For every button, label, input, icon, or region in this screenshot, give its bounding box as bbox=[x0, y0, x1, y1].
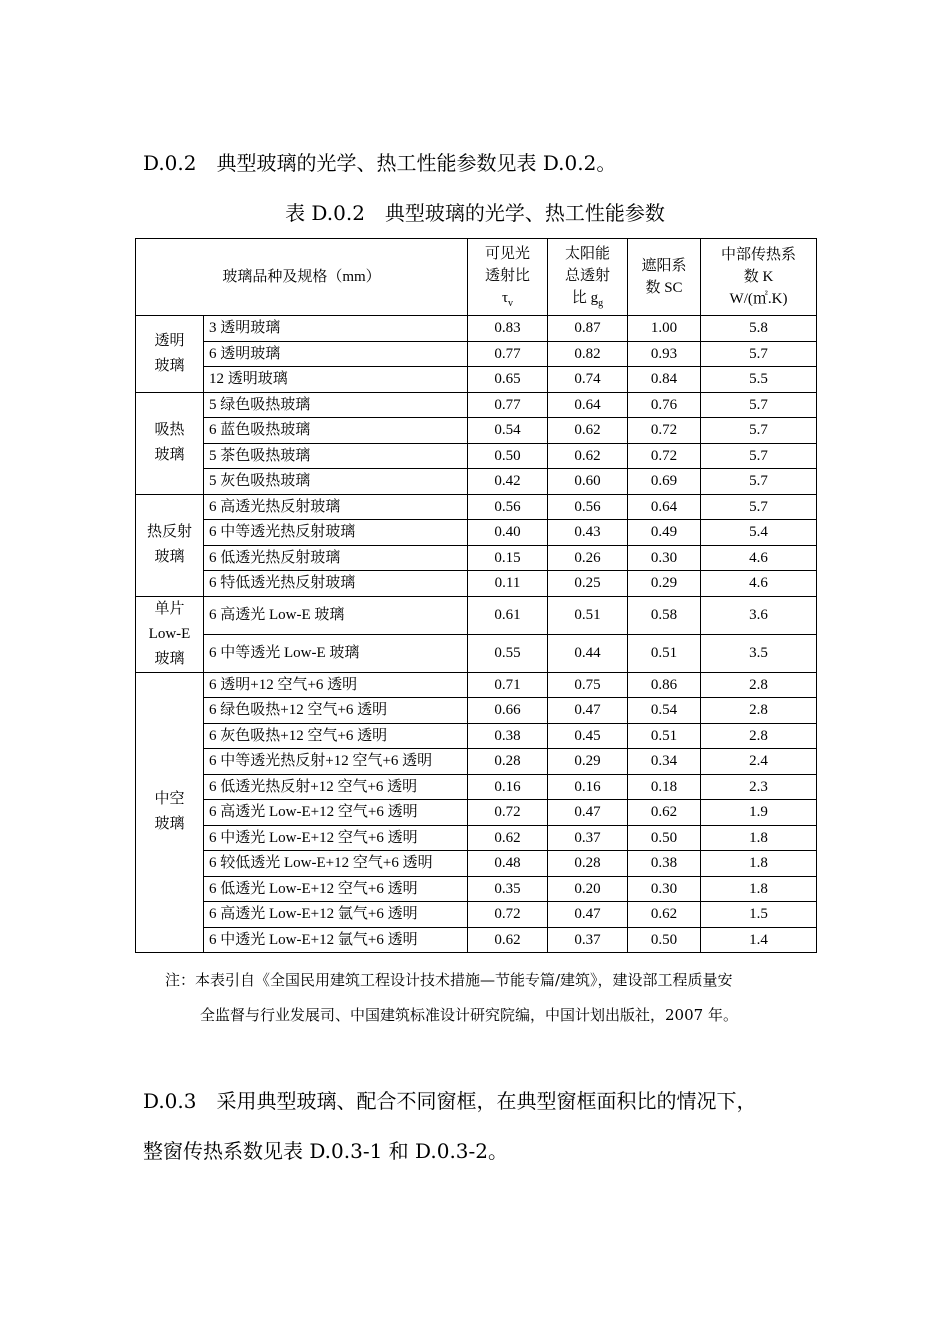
solar-transmittance-cell: 0.25 bbox=[548, 571, 628, 597]
heat-transfer-cell: 5.7 bbox=[701, 418, 817, 444]
heat-transfer-cell: 2.8 bbox=[701, 723, 817, 749]
table-row bbox=[136, 545, 817, 571]
shading-coefficient-cell: 0.69 bbox=[628, 469, 701, 495]
heat-transfer-cell: 2.3 bbox=[701, 774, 817, 800]
spec-cell: 6 透明+12 空气+6 透明 bbox=[204, 672, 468, 698]
table-row bbox=[136, 392, 817, 418]
heat-transfer-cell: 1.4 bbox=[701, 927, 817, 953]
visible-transmittance-cell: 0.83 bbox=[468, 316, 548, 342]
shading-coefficient-cell: 0.30 bbox=[628, 876, 701, 902]
table-row bbox=[136, 520, 817, 546]
spec-cell: 3 透明玻璃 bbox=[204, 316, 468, 342]
heat-transfer-cell: 5.7 bbox=[701, 469, 817, 495]
shading-coefficient-cell: 0.18 bbox=[628, 774, 701, 800]
glass-performance-table bbox=[135, 238, 817, 953]
table-row bbox=[136, 443, 817, 469]
table-row bbox=[136, 749, 817, 775]
visible-transmittance-cell: 0.48 bbox=[468, 851, 548, 877]
shading-coefficient-cell: 0.54 bbox=[628, 698, 701, 724]
category-label: Low-E bbox=[148, 625, 191, 642]
spec-cell: 12 透明玻璃 bbox=[204, 367, 468, 393]
solar-transmittance-cell: 0.56 bbox=[548, 494, 628, 520]
visible-transmittance-cell: 0.72 bbox=[468, 902, 548, 928]
category-label: 吸热 bbox=[154, 422, 185, 438]
solar-transmittance-cell: 0.82 bbox=[548, 341, 628, 367]
spec-cell: 5 茶色吸热玻璃 bbox=[204, 443, 468, 469]
table-row bbox=[136, 634, 817, 672]
visible-transmittance-cell: 0.62 bbox=[468, 825, 548, 851]
visible-transmittance-cell: 0.62 bbox=[468, 927, 548, 953]
solar-transmittance-cell: 0.43 bbox=[548, 520, 628, 546]
heat-transfer-cell: 2.4 bbox=[701, 749, 817, 775]
spec-cell: 6 蓝色吸热玻璃 bbox=[204, 418, 468, 444]
category-label: 热反射 bbox=[146, 524, 192, 540]
solar-transmittance-cell: 0.60 bbox=[548, 469, 628, 495]
solar-transmittance-cell: 0.26 bbox=[548, 545, 628, 571]
table-row bbox=[136, 825, 817, 851]
solar-transmittance-cell: 0.44 bbox=[548, 634, 628, 672]
spec-cell: 6 中等透光热反射玻璃 bbox=[204, 520, 468, 546]
spec-cell: 6 高透光热反射玻璃 bbox=[204, 494, 468, 520]
visible-transmittance-cell: 0.15 bbox=[468, 545, 548, 571]
heat-transfer-cell: 3.6 bbox=[701, 596, 817, 634]
shading-coefficient-cell: 0.84 bbox=[628, 367, 701, 393]
intro-paragraph: D.0.2 典型玻璃的光学、热工性能参数见表 D.0.2。 bbox=[143, 151, 617, 175]
heat-transfer-cell: 5.7 bbox=[701, 443, 817, 469]
visible-transmittance-cell: 0.66 bbox=[468, 698, 548, 724]
visible-transmittance-cell: 0.35 bbox=[468, 876, 548, 902]
visible-transmittance-cell: 0.40 bbox=[468, 520, 548, 546]
table-row bbox=[136, 672, 817, 698]
shading-coefficient-cell: 0.86 bbox=[628, 672, 701, 698]
shading-coefficient-cell: 0.34 bbox=[628, 749, 701, 775]
solar-transmittance-cell: 0.20 bbox=[548, 876, 628, 902]
header-solar-transmittance: 太阳能 总透射 比 $g_g$ bbox=[548, 239, 628, 316]
table-row bbox=[136, 341, 817, 367]
spec-cell: 6 低透光 Low-E+12 空气+6 透明 bbox=[204, 876, 468, 902]
table-row bbox=[136, 469, 817, 495]
section-paragraph-line1: D.0.3 采用典型玻璃、配合不同窗框，在典型窗框面积比的情况下， bbox=[143, 1089, 757, 1113]
shading-coefficient-cell: 0.50 bbox=[628, 825, 701, 851]
visible-transmittance-cell: 0.77 bbox=[468, 341, 548, 367]
heat-transfer-cell: 5.7 bbox=[701, 494, 817, 520]
visible-transmittance-cell: 0.72 bbox=[468, 800, 548, 826]
category-label: 玻璃 bbox=[154, 549, 185, 565]
visible-transmittance-cell: 0.77 bbox=[468, 392, 548, 418]
table-row bbox=[136, 927, 817, 953]
solar-transmittance-cell: 0.16 bbox=[548, 774, 628, 800]
table-body bbox=[136, 316, 817, 953]
table-row bbox=[136, 596, 817, 634]
shading-coefficient-cell: 0.93 bbox=[628, 341, 701, 367]
spec-cell: 6 中透光 Low-E+12 氩气+6 透明 bbox=[204, 927, 468, 953]
spec-cell: 5 灰色吸热玻璃 bbox=[204, 469, 468, 495]
solar-transmittance-cell: 0.51 bbox=[548, 596, 628, 634]
heat-transfer-cell: 4.6 bbox=[701, 545, 817, 571]
heat-transfer-cell: 5.7 bbox=[701, 341, 817, 367]
shading-coefficient-cell: 1.00 bbox=[628, 316, 701, 342]
heat-transfer-cell: 3.5 bbox=[701, 634, 817, 672]
category-label: 单片 bbox=[154, 600, 185, 617]
category-label: 玻璃 bbox=[154, 447, 185, 463]
header-visible-transmittance: 可见光 透射比 $\tau_v$ bbox=[468, 239, 548, 316]
section-paragraph-line2: 整窗传热系数见表 D.0.3-1 和 D.0.3-2。 bbox=[143, 1139, 509, 1163]
shading-coefficient-cell: 0.38 bbox=[628, 851, 701, 877]
table-row bbox=[136, 367, 817, 393]
spec-cell: 5 绿色吸热玻璃 bbox=[204, 392, 468, 418]
heat-transfer-cell: 5.7 bbox=[701, 392, 817, 418]
heat-transfer-cell: 2.8 bbox=[701, 672, 817, 698]
table-row bbox=[136, 316, 817, 342]
category-cell bbox=[136, 596, 204, 672]
spec-cell: 6 中透光 Low-E+12 空气+6 透明 bbox=[204, 825, 468, 851]
header-spec: 玻璃品种及规格（mm） bbox=[136, 239, 468, 316]
spec-cell: 6 特低透光热反射玻璃 bbox=[204, 571, 468, 597]
spec-cell: 6 较低透光 Low-E+12 空气+6 透明 bbox=[204, 851, 468, 877]
category-label: 玻璃 bbox=[154, 357, 185, 374]
category-label: 玻璃 bbox=[154, 650, 185, 667]
solar-transmittance-cell: 0.47 bbox=[548, 800, 628, 826]
heat-transfer-cell: 5.8 bbox=[701, 316, 817, 342]
table-row bbox=[136, 800, 817, 826]
spec-cell: 6 低透光热反射+12 空气+6 透明 bbox=[204, 774, 468, 800]
spec-cell: 6 低透光热反射玻璃 bbox=[204, 545, 468, 571]
shading-coefficient-cell: 0.49 bbox=[628, 520, 701, 546]
visible-transmittance-cell: 0.61 bbox=[468, 596, 548, 634]
solar-transmittance-cell: 0.37 bbox=[548, 927, 628, 953]
table-note-line2: 全监督与行业发展司、中国建筑标准设计研究院编，中国计划出版社，2007 年。 bbox=[200, 1006, 738, 1024]
solar-transmittance-cell: 0.74 bbox=[548, 367, 628, 393]
visible-transmittance-cell: 0.11 bbox=[468, 571, 548, 597]
table-row bbox=[136, 902, 817, 928]
category-cell bbox=[136, 672, 204, 953]
table-row bbox=[136, 774, 817, 800]
visible-transmittance-cell: 0.28 bbox=[468, 749, 548, 775]
visible-transmittance-cell: 0.71 bbox=[468, 672, 548, 698]
solar-transmittance-cell: 0.75 bbox=[548, 672, 628, 698]
heat-transfer-cell: 4.6 bbox=[701, 571, 817, 597]
table-row bbox=[136, 571, 817, 597]
category-cell bbox=[136, 494, 204, 596]
table-row bbox=[136, 723, 817, 749]
visible-transmittance-cell: 0.42 bbox=[468, 469, 548, 495]
solar-transmittance-cell: 0.29 bbox=[548, 749, 628, 775]
spec-cell: 6 绿色吸热+12 空气+6 透明 bbox=[204, 698, 468, 724]
heat-transfer-cell: 1.8 bbox=[701, 876, 817, 902]
spec-cell: 6 高透光 Low-E 玻璃 bbox=[204, 596, 468, 634]
solar-transmittance-cell: 0.62 bbox=[548, 418, 628, 444]
header-shading-coefficient: 遮阳系 数 SC bbox=[628, 239, 701, 316]
table-row bbox=[136, 851, 817, 877]
solar-transmittance-cell: 0.47 bbox=[548, 902, 628, 928]
shading-coefficient-cell: 0.62 bbox=[628, 902, 701, 928]
shading-coefficient-cell: 0.29 bbox=[628, 571, 701, 597]
shading-coefficient-cell: 0.50 bbox=[628, 927, 701, 953]
spec-cell: 6 中等透光 Low-E 玻璃 bbox=[204, 634, 468, 672]
shading-coefficient-cell: 0.30 bbox=[628, 545, 701, 571]
spec-cell: 6 高透光 Low-E+12 空气+6 透明 bbox=[204, 800, 468, 826]
heat-transfer-cell: 5.5 bbox=[701, 367, 817, 393]
category-label: 中空 bbox=[154, 791, 185, 808]
spec-cell: 6 透明玻璃 bbox=[204, 341, 468, 367]
shading-coefficient-cell: 0.62 bbox=[628, 800, 701, 826]
heat-transfer-cell: 1.5 bbox=[701, 902, 817, 928]
table-header-row bbox=[136, 239, 817, 316]
table-note-line1: 注：本表引自《全国民用建筑工程设计技术措施—节能专篇/建筑》，建设部工程质量安 bbox=[165, 971, 733, 989]
visible-transmittance-cell: 0.56 bbox=[468, 494, 548, 520]
solar-transmittance-cell: 0.64 bbox=[548, 392, 628, 418]
category-label: 透明 bbox=[154, 332, 185, 349]
solar-transmittance-cell: 0.47 bbox=[548, 698, 628, 724]
heat-transfer-cell: 1.8 bbox=[701, 825, 817, 851]
solar-transmittance-cell: 0.62 bbox=[548, 443, 628, 469]
spec-cell: 6 中等透光热反射+12 空气+6 透明 bbox=[204, 749, 468, 775]
table-row bbox=[136, 494, 817, 520]
shading-coefficient-cell: 0.72 bbox=[628, 443, 701, 469]
category-label: 玻璃 bbox=[154, 816, 185, 833]
visible-transmittance-cell: 0.55 bbox=[468, 634, 548, 672]
spec-cell: 6 灰色吸热+12 空气+6 透明 bbox=[204, 723, 468, 749]
table-caption: 表 D.0.2 典型玻璃的光学、热工性能参数 bbox=[285, 201, 665, 225]
category-cell bbox=[136, 392, 204, 494]
spec-cell: 6 高透光 Low-E+12 氩气+6 透明 bbox=[204, 902, 468, 928]
shading-coefficient-cell: 0.51 bbox=[628, 634, 701, 672]
table-row bbox=[136, 418, 817, 444]
header-heat-transfer: 中部传热系 数 K W/(㎡.K) bbox=[701, 239, 817, 316]
shading-coefficient-cell: 0.72 bbox=[628, 418, 701, 444]
category-cell bbox=[136, 316, 204, 393]
table-row bbox=[136, 876, 817, 902]
heat-transfer-cell: 1.9 bbox=[701, 800, 817, 826]
visible-transmittance-cell: 0.54 bbox=[468, 418, 548, 444]
visible-transmittance-cell: 0.65 bbox=[468, 367, 548, 393]
shading-coefficient-cell: 0.64 bbox=[628, 494, 701, 520]
visible-transmittance-cell: 0.50 bbox=[468, 443, 548, 469]
shading-coefficient-cell: 0.58 bbox=[628, 596, 701, 634]
heat-transfer-cell: 2.8 bbox=[701, 698, 817, 724]
table-row bbox=[136, 698, 817, 724]
shading-coefficient-cell: 0.76 bbox=[628, 392, 701, 418]
heat-transfer-cell: 5.4 bbox=[701, 520, 817, 546]
solar-transmittance-cell: 0.87 bbox=[548, 316, 628, 342]
solar-transmittance-cell: 0.45 bbox=[548, 723, 628, 749]
visible-transmittance-cell: 0.16 bbox=[468, 774, 548, 800]
solar-transmittance-cell: 0.37 bbox=[548, 825, 628, 851]
heat-transfer-cell: 1.8 bbox=[701, 851, 817, 877]
shading-coefficient-cell: 0.51 bbox=[628, 723, 701, 749]
solar-transmittance-cell: 0.28 bbox=[548, 851, 628, 877]
visible-transmittance-cell: 0.38 bbox=[468, 723, 548, 749]
